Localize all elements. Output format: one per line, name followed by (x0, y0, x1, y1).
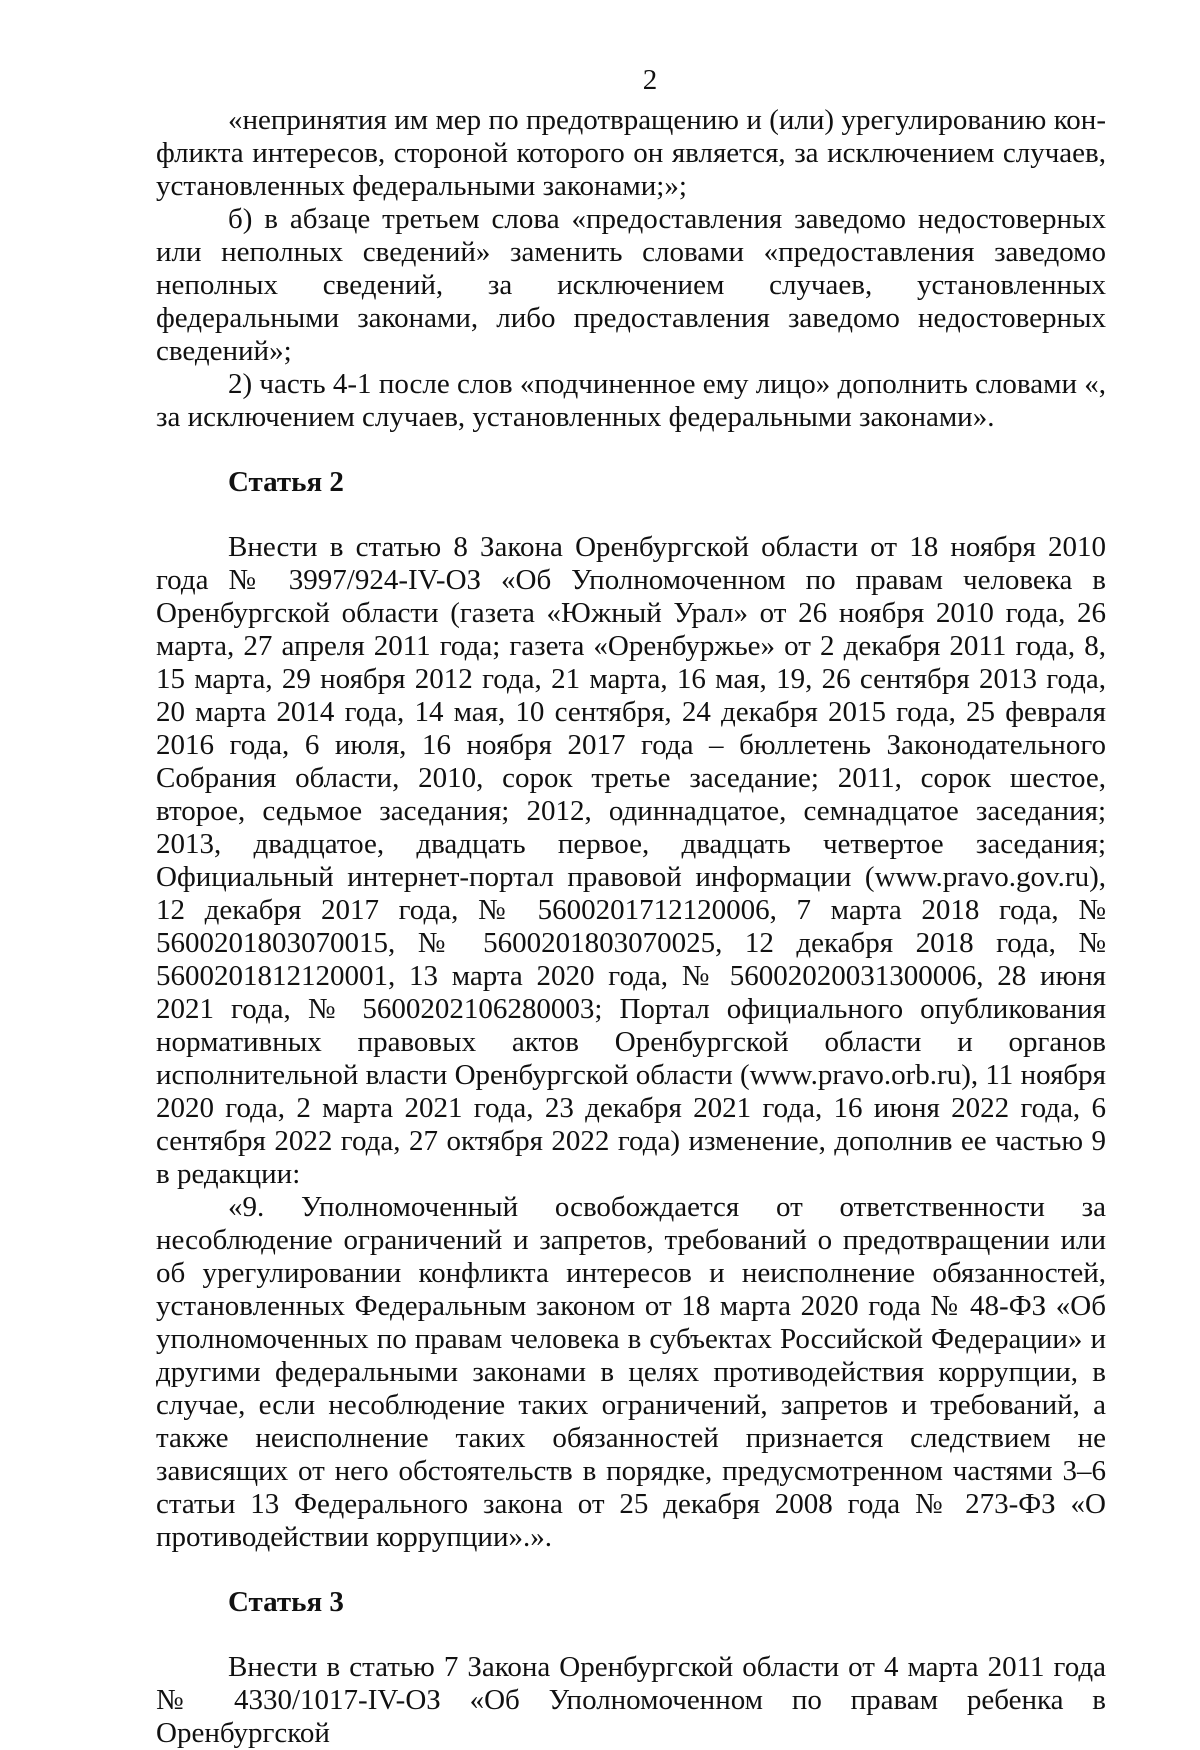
intro-paragraph-2: б) в абзаце третьем слова «предоставления заведомо недостоверных или неполных сведений» заменить словами «предоставления заведомо неполных сведений, за исключением случаев, установленных федеральными законами, либо предоставления заведомо недостоверных сведений»; (156, 203, 1106, 367)
spacer (156, 499, 1106, 531)
article-2-heading: Статья 2 (228, 466, 344, 498)
intro-paragraph-3: 2) часть 4-1 после слов «подчиненное ему лицо» дополнить словами «, за исключением случаев, установленных федеральными законами». (156, 368, 1106, 433)
article-3-heading: Статья 3 (228, 1586, 344, 1618)
page-number: 2 (642, 64, 658, 96)
spacer (156, 1619, 1106, 1651)
document-body (156, 104, 1106, 1750)
article-2-paragraph-1: Внести в статью 8 Закона Оренбургской области от 18 ноября 2010 года № 3997/924-IV-ОЗ «Об Уполномоченном по правам человека в Оренбургской области (газета «Южный Урал» от 26 ноября 2010 года, 26 марта, 27 апреля 2011 года; газета «Оренбуржье» от 2 декабря 2011 года, 8, 15 марта, 29 ноября 2012 года, 21 марта, 16 мая, 19, 26 сентября 2013 года, 20 марта 2014 года, 14 мая, 10 сентября, 24 декабря 2015 года, 25 февраля 2016 года, 6 июля, 16 ноября 2017 года – бюллетень Законодательного Собрания области, 2010, сорок третье заседание; 2011, сорок шестое, второе, седьмое заседания; 2012, одиннадцатое, семнадцатое заседания; 2013, двадцатое, двадцать первое, двадцать четвертое заседания; Официальный интернет-портал правовой информации (www.pravo.gov.ru), 12 декабря 2017 года, № 5600201712120006, 7 марта 2018 года, № 5600201803070015, № 5600201803070025, 12 декабря 2018 года, № 5600201812120001, 13 марта 2020 года, № 56002020031300006, 28 июня 2021 года, № 5600202106280003; Портал официального опубликования нормативных правовых актов Оренбургской области и органов исполнительной власти Оренбургской области (www.pravo.orb.ru), 11 ноября 2020 года, 2 марта 2021 года, 23 декабря 2021 года, 16 июня 2022 года, 6 сентября 2022 года, 27 октября 2022 года) изменение, дополнив ее частью 9 в редакции: (156, 531, 1106, 1190)
spacer (156, 434, 1106, 466)
intro-paragraph-1: «непринятия им мер по предотвращению и (или) урегулированию конфликта интересов, стороной которого он является, за исключением случаев, установленных федеральными законами;»; (156, 104, 1106, 202)
article-2-paragraph-2: «9. Уполномоченный освобождается от ответственности за несоблюдение ограничений и запретов, требований о предотвращении или об урегулировании конфликта интересов и неисполнение обязанностей, установленных Федеральным законом от 18 марта 2020 года № 48-ФЗ «Об уполномоченных по правам человека в субъектах Российской Федерации» и другими федеральными законами в целях противодействия коррупции, в случае, если несоблюдение таких ограничений, запретов и требований, а также неисполнение таких обязанностей признается следствием не зависящих от него обстоятельств в порядке, предусмотренном частями 3–6 статьи 13 Федерального закона от 25 декабря 2008 года № 273-ФЗ «О противодействии коррупции».». (156, 1191, 1106, 1553)
spacer (156, 1554, 1106, 1586)
article-3-paragraph-1: Внести в статью 7 Закона Оренбургской области от 4 марта 2011 года № 4330/1017-IV-ОЗ «Об Уполномоченном по правам ребенка в Оренбургской (156, 1651, 1106, 1749)
